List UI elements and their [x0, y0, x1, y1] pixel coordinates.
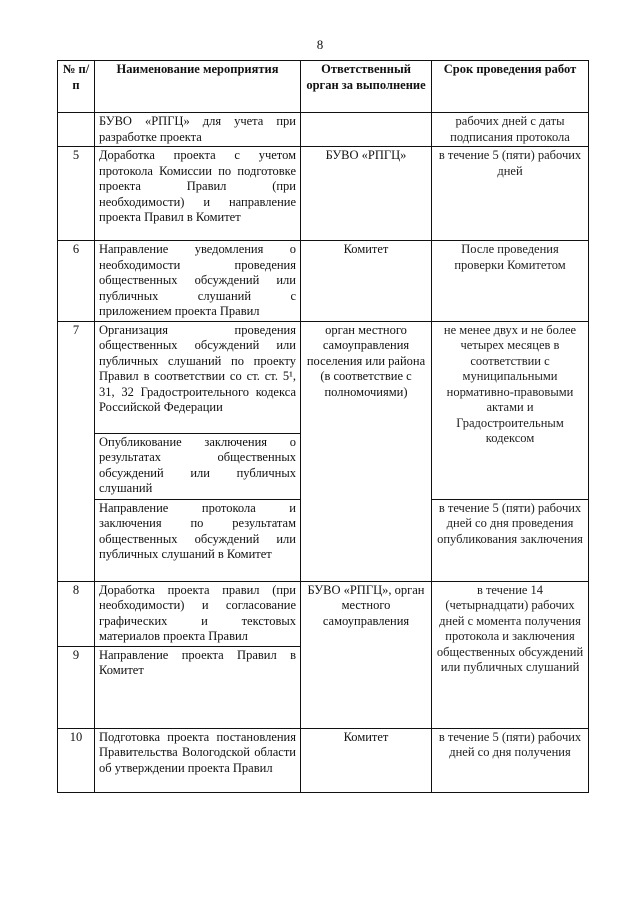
- row-num: 6: [58, 241, 95, 322]
- events-table: [57, 60, 589, 793]
- table-row: [58, 241, 589, 322]
- table-row: [58, 113, 589, 147]
- row-num: 7: [58, 321, 95, 581]
- table-row: [58, 581, 589, 646]
- row-responsible: [301, 113, 432, 147]
- header-num: № п/п: [58, 61, 95, 113]
- row-name: Доработка проекта с учетом протокола Комиссии по подготовке проекта Правил (при необходимости) и направление проекта Правил в Комитет: [95, 147, 301, 241]
- row-deadline: не менее двух и не более четырех месяцев в соответствии с муниципальными нормативно-правовыми актами и Градостроительным кодексом: [432, 321, 589, 499]
- row-responsible: Комитет: [301, 241, 432, 322]
- row-num: 5: [58, 147, 95, 241]
- header-responsible: Ответственный орган за выполнение: [301, 61, 432, 113]
- row-deadline: в течение 5 (пяти) рабочих дней со дня проведения опубликования заключения: [432, 499, 589, 581]
- row-name: Организация проведения общественных обсуждений или публичных слушаний по проекту Правил в соответствии со ст. ст. 5¹, 31, 32 Градостроительного кодекса Российской Федерации: [95, 321, 301, 433]
- row-deadline: в течение 5 (пяти) рабочих дней: [432, 147, 589, 241]
- row-responsible: БУВО «РПГЦ», орган местного самоуправления: [301, 581, 432, 728]
- row-name: Направление протокола и заключения по результатам общественных обсуждений или публичных слушаний в Комитет: [95, 499, 301, 581]
- row-name: Направление проекта Правил в Комитет: [95, 646, 301, 728]
- row-num: 8: [58, 581, 95, 646]
- table-row: [58, 321, 589, 433]
- row-responsible: Комитет: [301, 728, 432, 792]
- row-num: [58, 113, 95, 147]
- table-row: [58, 147, 589, 241]
- table-row: [58, 728, 589, 792]
- page-number: 8: [316, 37, 324, 52]
- row-name: Доработка проекта правил (при необходимости) и согласование графических и текстовых материалов проекта Правил: [95, 581, 301, 646]
- row-deadline: После проведения проверки Комитетом: [432, 241, 589, 322]
- row-num: 9: [58, 646, 95, 728]
- row-name: Опубликование заключения о результатах общественных обсуждений или публичных слушаний: [95, 433, 301, 499]
- row-deadline: в течение 14 (четырнадцати) рабочих дней с момента получения протокола и заключения общественных обсуждений или публичных слушаний: [432, 581, 589, 728]
- row-deadline: в течение 5 (пяти) рабочих дней со дня получения: [432, 728, 589, 792]
- row-name: БУВО «РПГЦ» для учета при разработке проекта: [95, 113, 301, 147]
- row-responsible: орган местного самоуправления поселения или района (в соответствие с полномочиями): [301, 321, 432, 581]
- row-num: 10: [58, 728, 95, 792]
- row-name: Подготовка проекта постановления Правительства Вологодской области об утверждении проекта Правил: [95, 728, 301, 792]
- row-responsible: БУВО «РПГЦ»: [301, 147, 432, 241]
- row-deadline: рабочих дней с даты подписания протокола: [432, 113, 589, 147]
- header-name: Наименование мероприятия: [95, 61, 301, 113]
- table-header-row: [58, 61, 589, 113]
- row-name: Направление уведомления о необходимости проведения общественных обсуждений или публичных слушаний с приложением проекта Правил: [95, 241, 301, 322]
- header-deadline: Срок проведения работ: [432, 61, 589, 113]
